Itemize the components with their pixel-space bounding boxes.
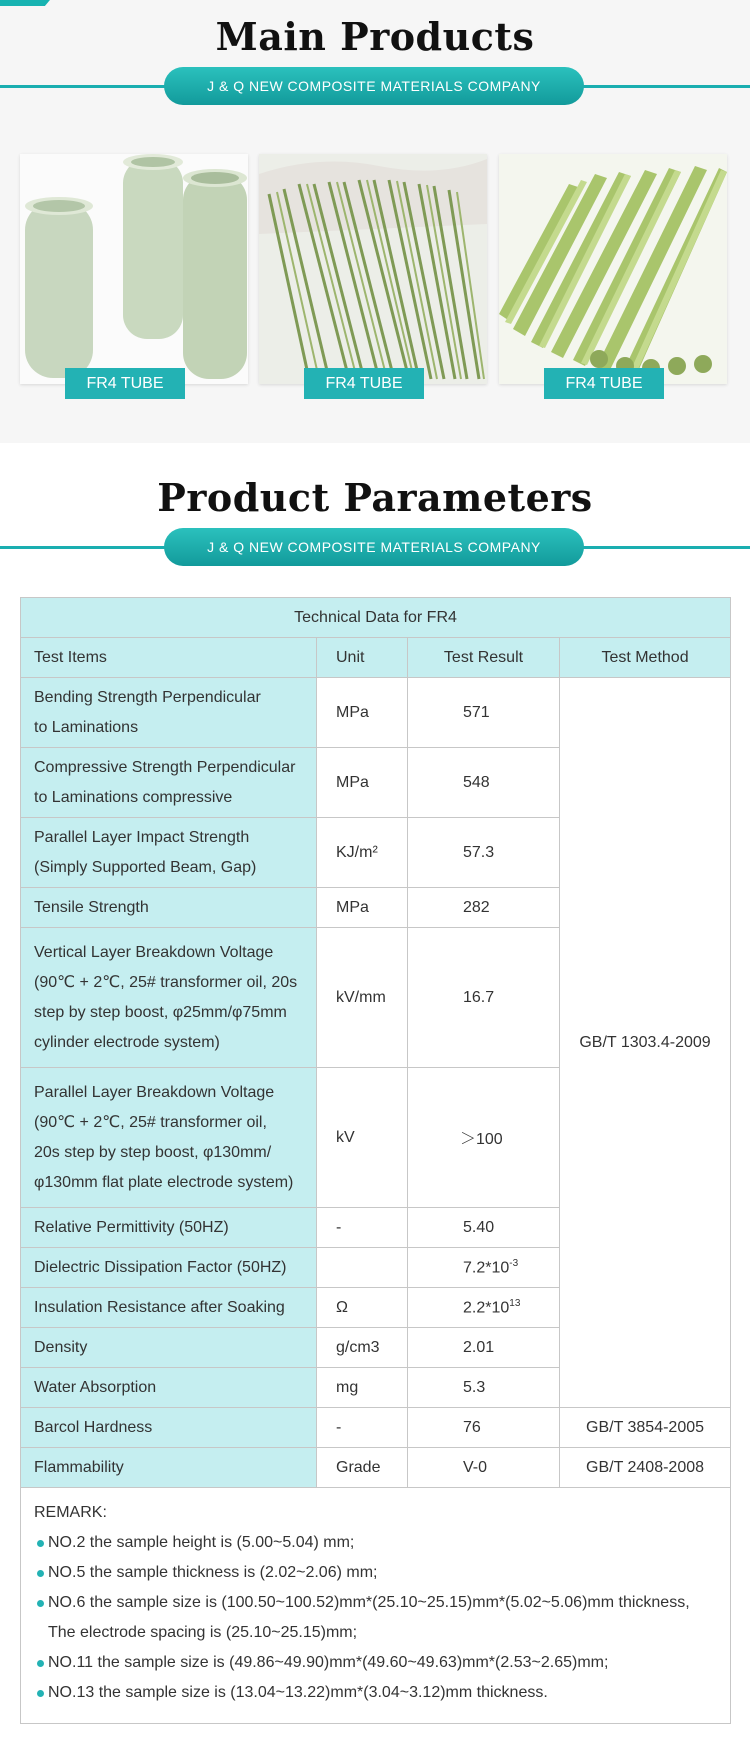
header-test-result: Test Result: [408, 638, 560, 678]
company-banner-text: J & Q NEW COMPOSITE MATERIALS COMPANY: [164, 67, 584, 105]
remark-item: NO.5 the sample thickness is (2.02~2.06) mm;: [34, 1558, 717, 1588]
test-item: Flammability: [21, 1448, 317, 1488]
test-result: $7.2*10^{-3}$: [408, 1248, 560, 1288]
main-products-section: [0, 0, 750, 443]
test-item: Parallel Layer Impact Strength (Simply Supported Beam, Gap): [21, 818, 317, 888]
test-result: 282: [408, 888, 560, 928]
test-method: GB/T 3854-2005: [560, 1408, 731, 1448]
test-item: Density: [21, 1328, 317, 1368]
unit: -: [317, 1208, 408, 1248]
remark-item: NO.2 the sample height is (5.00~5.04) mm;: [34, 1528, 717, 1558]
remark-item: NO.13 the sample size is (13.04~13.22)mm*(3.04~3.12)mm thickness.: [34, 1678, 717, 1708]
unit: MPa: [317, 748, 408, 818]
remarks: [21, 1488, 731, 1724]
main-products-banner: [0, 67, 750, 107]
test-item: Water Absorption: [21, 1368, 317, 1408]
test-result: ＞100: [408, 1068, 560, 1208]
table-row: [21, 678, 731, 748]
fr4-rod-pile-photo: [499, 154, 727, 384]
bullet-icon: [37, 1660, 44, 1667]
shared-test-method: GB/T 1303.4-2009: [560, 678, 731, 1408]
bullet-icon: [37, 1570, 44, 1577]
test-result: 5.40: [408, 1208, 560, 1248]
bullet-icon: [37, 1690, 44, 1697]
test-item: Vertical Layer Breakdown Voltage (90℃ + 2℃, 25# transformer oil, 20s step by step boost, φ25mm/φ75mm cylinder electrode system): [21, 928, 317, 1068]
product-card-label: FR4 TUBE: [544, 368, 664, 399]
remark-title: REMARK:: [34, 1504, 107, 1521]
header-unit: Unit: [317, 638, 408, 678]
remark-continuation: The electrode spacing is (25.10~25.15)mm;: [48, 1624, 358, 1641]
company-banner-text: J & Q NEW COMPOSITE MATERIALS COMPANY: [164, 528, 584, 566]
product-card-label: FR4 TUBE: [65, 368, 185, 399]
remark-item: NO.11 the sample size is (49.86~49.90)mm*(49.60~49.63)mm*(2.53~2.65)mm;: [34, 1648, 717, 1678]
test-result: 57.3: [408, 818, 560, 888]
product-parameters-banner: [0, 528, 750, 568]
product-card-1[interactable]: [20, 154, 248, 392]
test-result: 571: [408, 678, 560, 748]
test-item: Parallel Layer Breakdown Voltage (90℃ + 2℃, 25# transformer oil, 20s step by step boost, φ130mm/ φ130mm flat plate electrode system): [21, 1068, 317, 1208]
unit: g/cm3: [317, 1328, 408, 1368]
test-result: 548: [408, 748, 560, 818]
header-test-items: Test Items: [21, 638, 317, 678]
remark-item: NO.6 the sample size is (100.50~100.52)mm*(25.10~25.15)mm*(5.02~5.06)mm thickness,: [34, 1588, 717, 1618]
header-test-method: Test Method: [560, 638, 731, 678]
test-result: 2.01: [408, 1328, 560, 1368]
test-method: GB/T 2408-2008: [560, 1448, 731, 1488]
unit: MPa: [317, 888, 408, 928]
test-result: V-0: [408, 1448, 560, 1488]
technical-data-table: [20, 597, 731, 1724]
fr4-tube-photo-1: [20, 154, 248, 384]
test-item: Compressive Strength Perpendicular to Laminations compressive: [21, 748, 317, 818]
unit: MPa: [317, 678, 408, 748]
bullet-icon: [37, 1540, 44, 1547]
product-card-2[interactable]: [259, 154, 487, 392]
test-result: 76: [408, 1408, 560, 1448]
table-title: Technical Data for FR4: [21, 598, 731, 638]
test-result: 5.3: [408, 1368, 560, 1408]
table-row: [21, 1408, 731, 1448]
product-card-label: FR4 TUBE: [304, 368, 424, 399]
test-item: Dielectric Dissipation Factor (50HZ): [21, 1248, 317, 1288]
test-result: $2.2*10^{13}$: [408, 1288, 560, 1328]
unit: KJ/m²: [317, 818, 408, 888]
table-row: [21, 1448, 731, 1488]
product-card-3[interactable]: [499, 154, 727, 392]
test-item: Bending Strength Perpendicular to Laminations: [21, 678, 317, 748]
corner-decoration: [0, 0, 75, 6]
unit: Grade: [317, 1448, 408, 1488]
test-item: Tensile Strength: [21, 888, 317, 928]
unit: kV: [317, 1068, 408, 1208]
test-item: Insulation Resistance after Soaking: [21, 1288, 317, 1328]
product-parameters-title: Product Parameters: [157, 475, 593, 520]
test-item: Barcol Hardness: [21, 1408, 317, 1448]
main-products-title: Main Products: [215, 14, 535, 59]
test-result: 16.7: [408, 928, 560, 1068]
unit: kV/mm: [317, 928, 408, 1068]
fr4-rod-bundle-photo: [259, 154, 487, 384]
bullet-icon: [37, 1600, 44, 1607]
unit: [317, 1248, 408, 1288]
unit: mg: [317, 1368, 408, 1408]
unit: -: [317, 1408, 408, 1448]
unit: Ω: [317, 1288, 408, 1328]
test-item: Relative Permittivity (50HZ): [21, 1208, 317, 1248]
